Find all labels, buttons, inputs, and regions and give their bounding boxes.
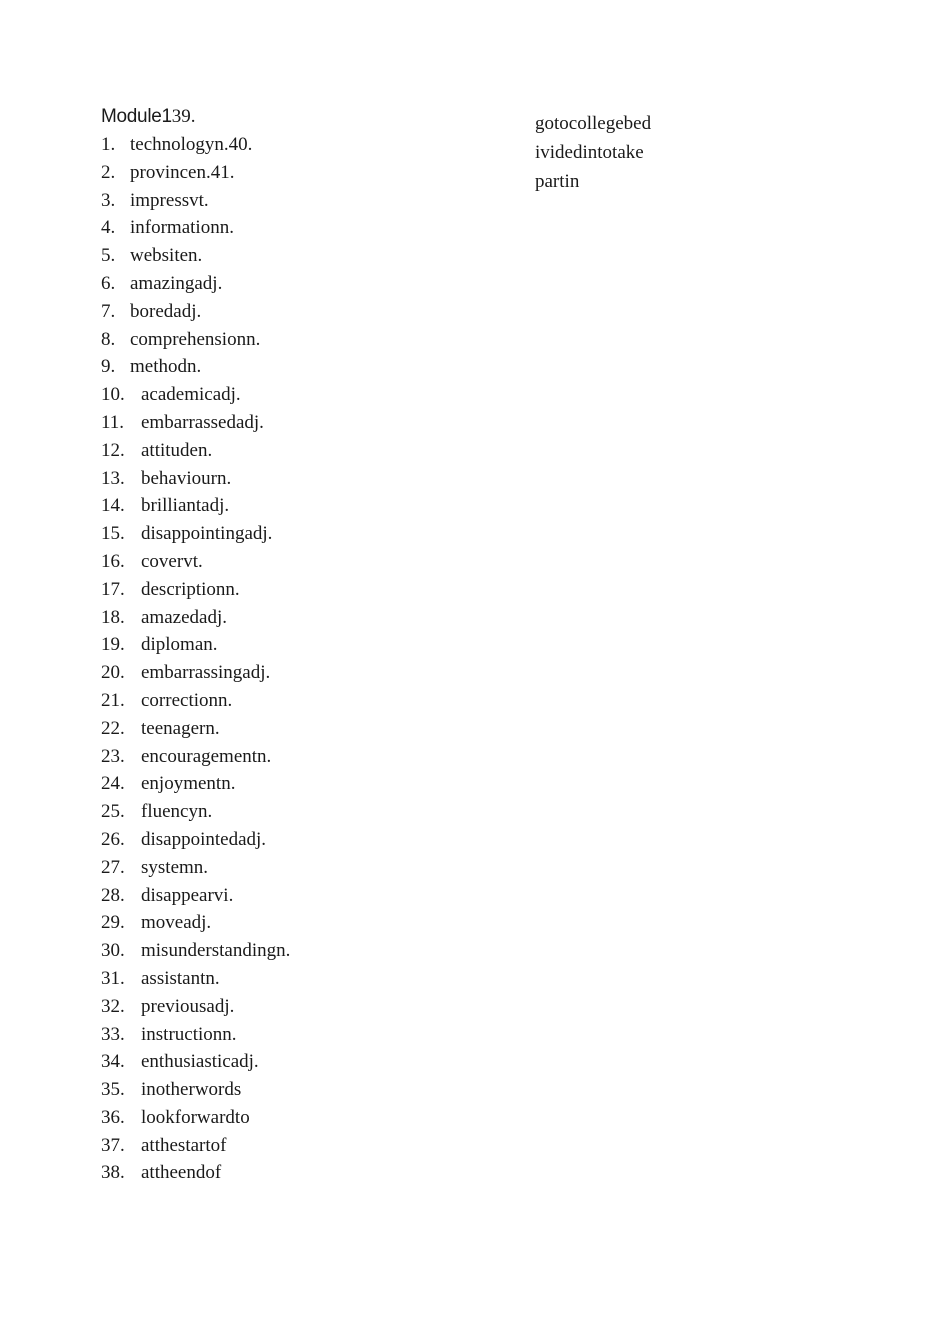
- item-number: 22.: [101, 717, 125, 739]
- item-word: correctionn.: [141, 689, 233, 711]
- vocabulary-item: [101, 520, 501, 548]
- item-number: 11.: [101, 411, 125, 433]
- item-word: enjoymentn.: [141, 773, 236, 795]
- item-word: embarrassingadj.: [141, 662, 271, 684]
- item-word: amazingadj.: [130, 272, 223, 294]
- vocabulary-item: [101, 909, 501, 937]
- item-number: 1.: [101, 134, 116, 155]
- item-number: 29.: [101, 912, 125, 934]
- vocabulary-item: [101, 437, 501, 465]
- item-number: 18.: [101, 606, 125, 628]
- item-number: 16.: [101, 550, 125, 572]
- item-number: 34.: [101, 1051, 125, 1073]
- vocabulary-item: [101, 242, 501, 270]
- item-word: systemn.: [141, 856, 209, 878]
- overflow-line: gotocollegebed: [535, 113, 652, 134]
- item-word: technologyn.40.: [130, 134, 253, 155]
- vocabulary-item: [101, 882, 501, 910]
- item-number: 37.: [101, 1134, 125, 1156]
- item-number: 12.: [101, 439, 125, 461]
- vocabulary-item: [101, 1159, 501, 1187]
- vocabulary-item: [101, 1076, 501, 1104]
- vocabulary-item: [101, 1048, 501, 1076]
- item-number: 20.: [101, 662, 125, 684]
- item-word: brilliantadj.: [141, 495, 230, 517]
- item-word: websiten.: [130, 245, 203, 267]
- item-word: methodn.: [130, 356, 202, 378]
- item-word: comprehensionn.: [130, 328, 261, 350]
- item-number: 8.: [101, 328, 116, 350]
- item-word: atthestartof: [141, 1134, 227, 1156]
- item-word: behaviourn.: [141, 467, 232, 489]
- vocabulary-item: [101, 854, 501, 882]
- vocabulary-item: [101, 604, 501, 632]
- vocabulary-item: [101, 159, 501, 187]
- item-number: 32.: [101, 995, 125, 1017]
- item-number: 36.: [101, 1106, 125, 1128]
- item-number: 6.: [101, 272, 116, 294]
- vocabulary-item: [101, 770, 501, 798]
- vocabulary-item: [101, 187, 501, 215]
- item-number: 13.: [101, 467, 125, 489]
- vocabulary-item: [101, 743, 501, 771]
- vocabulary-item: [101, 270, 501, 298]
- item-word: disappointedadj.: [141, 828, 267, 850]
- module-heading: [101, 103, 501, 131]
- vocabulary-item: [101, 214, 501, 242]
- item-word: encouragementn.: [141, 745, 272, 767]
- item-word: fluencyn.: [141, 801, 213, 823]
- vocabulary-item: [101, 381, 501, 409]
- item-number: 5.: [101, 245, 116, 267]
- overflow-line: partin: [535, 171, 580, 191]
- vocabulary-item: [101, 353, 501, 381]
- item-word: informationn.: [130, 217, 234, 239]
- item-word: lookforwardto: [141, 1106, 250, 1128]
- item-word: assistantn.: [141, 967, 220, 989]
- item-word: amazedadj.: [141, 606, 227, 628]
- vocabulary-item: [101, 965, 501, 993]
- item-word: boredadj.: [130, 300, 202, 322]
- item-number: 25.: [101, 801, 125, 823]
- vocabulary-list: [101, 131, 501, 1187]
- item-word: embarrassedadj.: [141, 411, 264, 433]
- item-word: instructionn.: [141, 1023, 237, 1045]
- item-number: 30.: [101, 940, 125, 962]
- item-word: diploman.: [141, 634, 218, 656]
- item-number: 14.: [101, 495, 125, 517]
- item-number: 19.: [101, 634, 125, 656]
- item-number: 7.: [101, 300, 116, 322]
- item-word: academicadj.: [141, 384, 241, 406]
- item-word: covervt.: [141, 550, 203, 572]
- item-word: impressvt.: [130, 189, 209, 211]
- vocabulary-item: [101, 631, 501, 659]
- vocabulary-item: [101, 993, 501, 1021]
- vocabulary-item: [101, 576, 501, 604]
- vocabulary-item: [101, 715, 501, 743]
- item-word: moveadj.: [141, 912, 212, 934]
- overflow-line: ividedintotake: [535, 142, 644, 163]
- item-number: 4.: [101, 217, 116, 239]
- vocabulary-item: [101, 409, 501, 437]
- item-word: enthusiasticadj.: [141, 1051, 259, 1073]
- item-number: 15.: [101, 523, 125, 545]
- vocabulary-column: [101, 103, 501, 1187]
- vocabulary-item: [101, 298, 501, 326]
- item-word: provincen.41.: [130, 161, 235, 183]
- vocabulary-item: [101, 1132, 501, 1160]
- item-number: 35.: [101, 1079, 125, 1101]
- item-word: disappearvi.: [141, 884, 234, 906]
- overflow-text-column: [535, 109, 835, 191]
- vocabulary-item: [101, 1104, 501, 1132]
- vocabulary-item: [101, 131, 501, 159]
- vocabulary-item: [101, 326, 501, 354]
- vocabulary-item: [101, 659, 501, 687]
- item-number: 23.: [101, 745, 125, 767]
- module-heading-suffix: 39.: [171, 106, 196, 127]
- item-number: 33.: [101, 1023, 125, 1045]
- item-number: 31.: [101, 967, 125, 989]
- item-number: 2.: [101, 161, 116, 183]
- vocabulary-item: [101, 1021, 501, 1049]
- item-word: inotherwords: [141, 1079, 242, 1101]
- item-number: 9.: [101, 356, 116, 378]
- item-word: teenagern.: [141, 717, 220, 739]
- item-number: 21.: [101, 689, 125, 711]
- module-title: Module1: [101, 106, 172, 127]
- vocabulary-item: [101, 465, 501, 493]
- vocabulary-item: [101, 937, 501, 965]
- item-word: disappointingadj.: [141, 523, 273, 545]
- item-number: 26.: [101, 828, 125, 850]
- vocabulary-item: [101, 687, 501, 715]
- item-number: 17.: [101, 578, 125, 600]
- item-word: descriptionn.: [141, 578, 240, 600]
- item-number: 10.: [101, 384, 125, 406]
- item-word: attituden.: [141, 439, 213, 461]
- item-number: 38.: [101, 1162, 125, 1184]
- item-word: misunderstandingn.: [141, 940, 291, 962]
- vocabulary-item: [101, 826, 501, 854]
- item-number: 3.: [101, 189, 116, 211]
- item-number: 27.: [101, 856, 125, 878]
- item-word: attheendof: [141, 1162, 222, 1184]
- vocabulary-item: [101, 492, 501, 520]
- item-number: 28.: [101, 884, 125, 906]
- item-word: previousadj.: [141, 995, 235, 1017]
- item-number: 24.: [101, 773, 125, 795]
- vocabulary-item: [101, 548, 501, 576]
- vocabulary-item: [101, 798, 501, 826]
